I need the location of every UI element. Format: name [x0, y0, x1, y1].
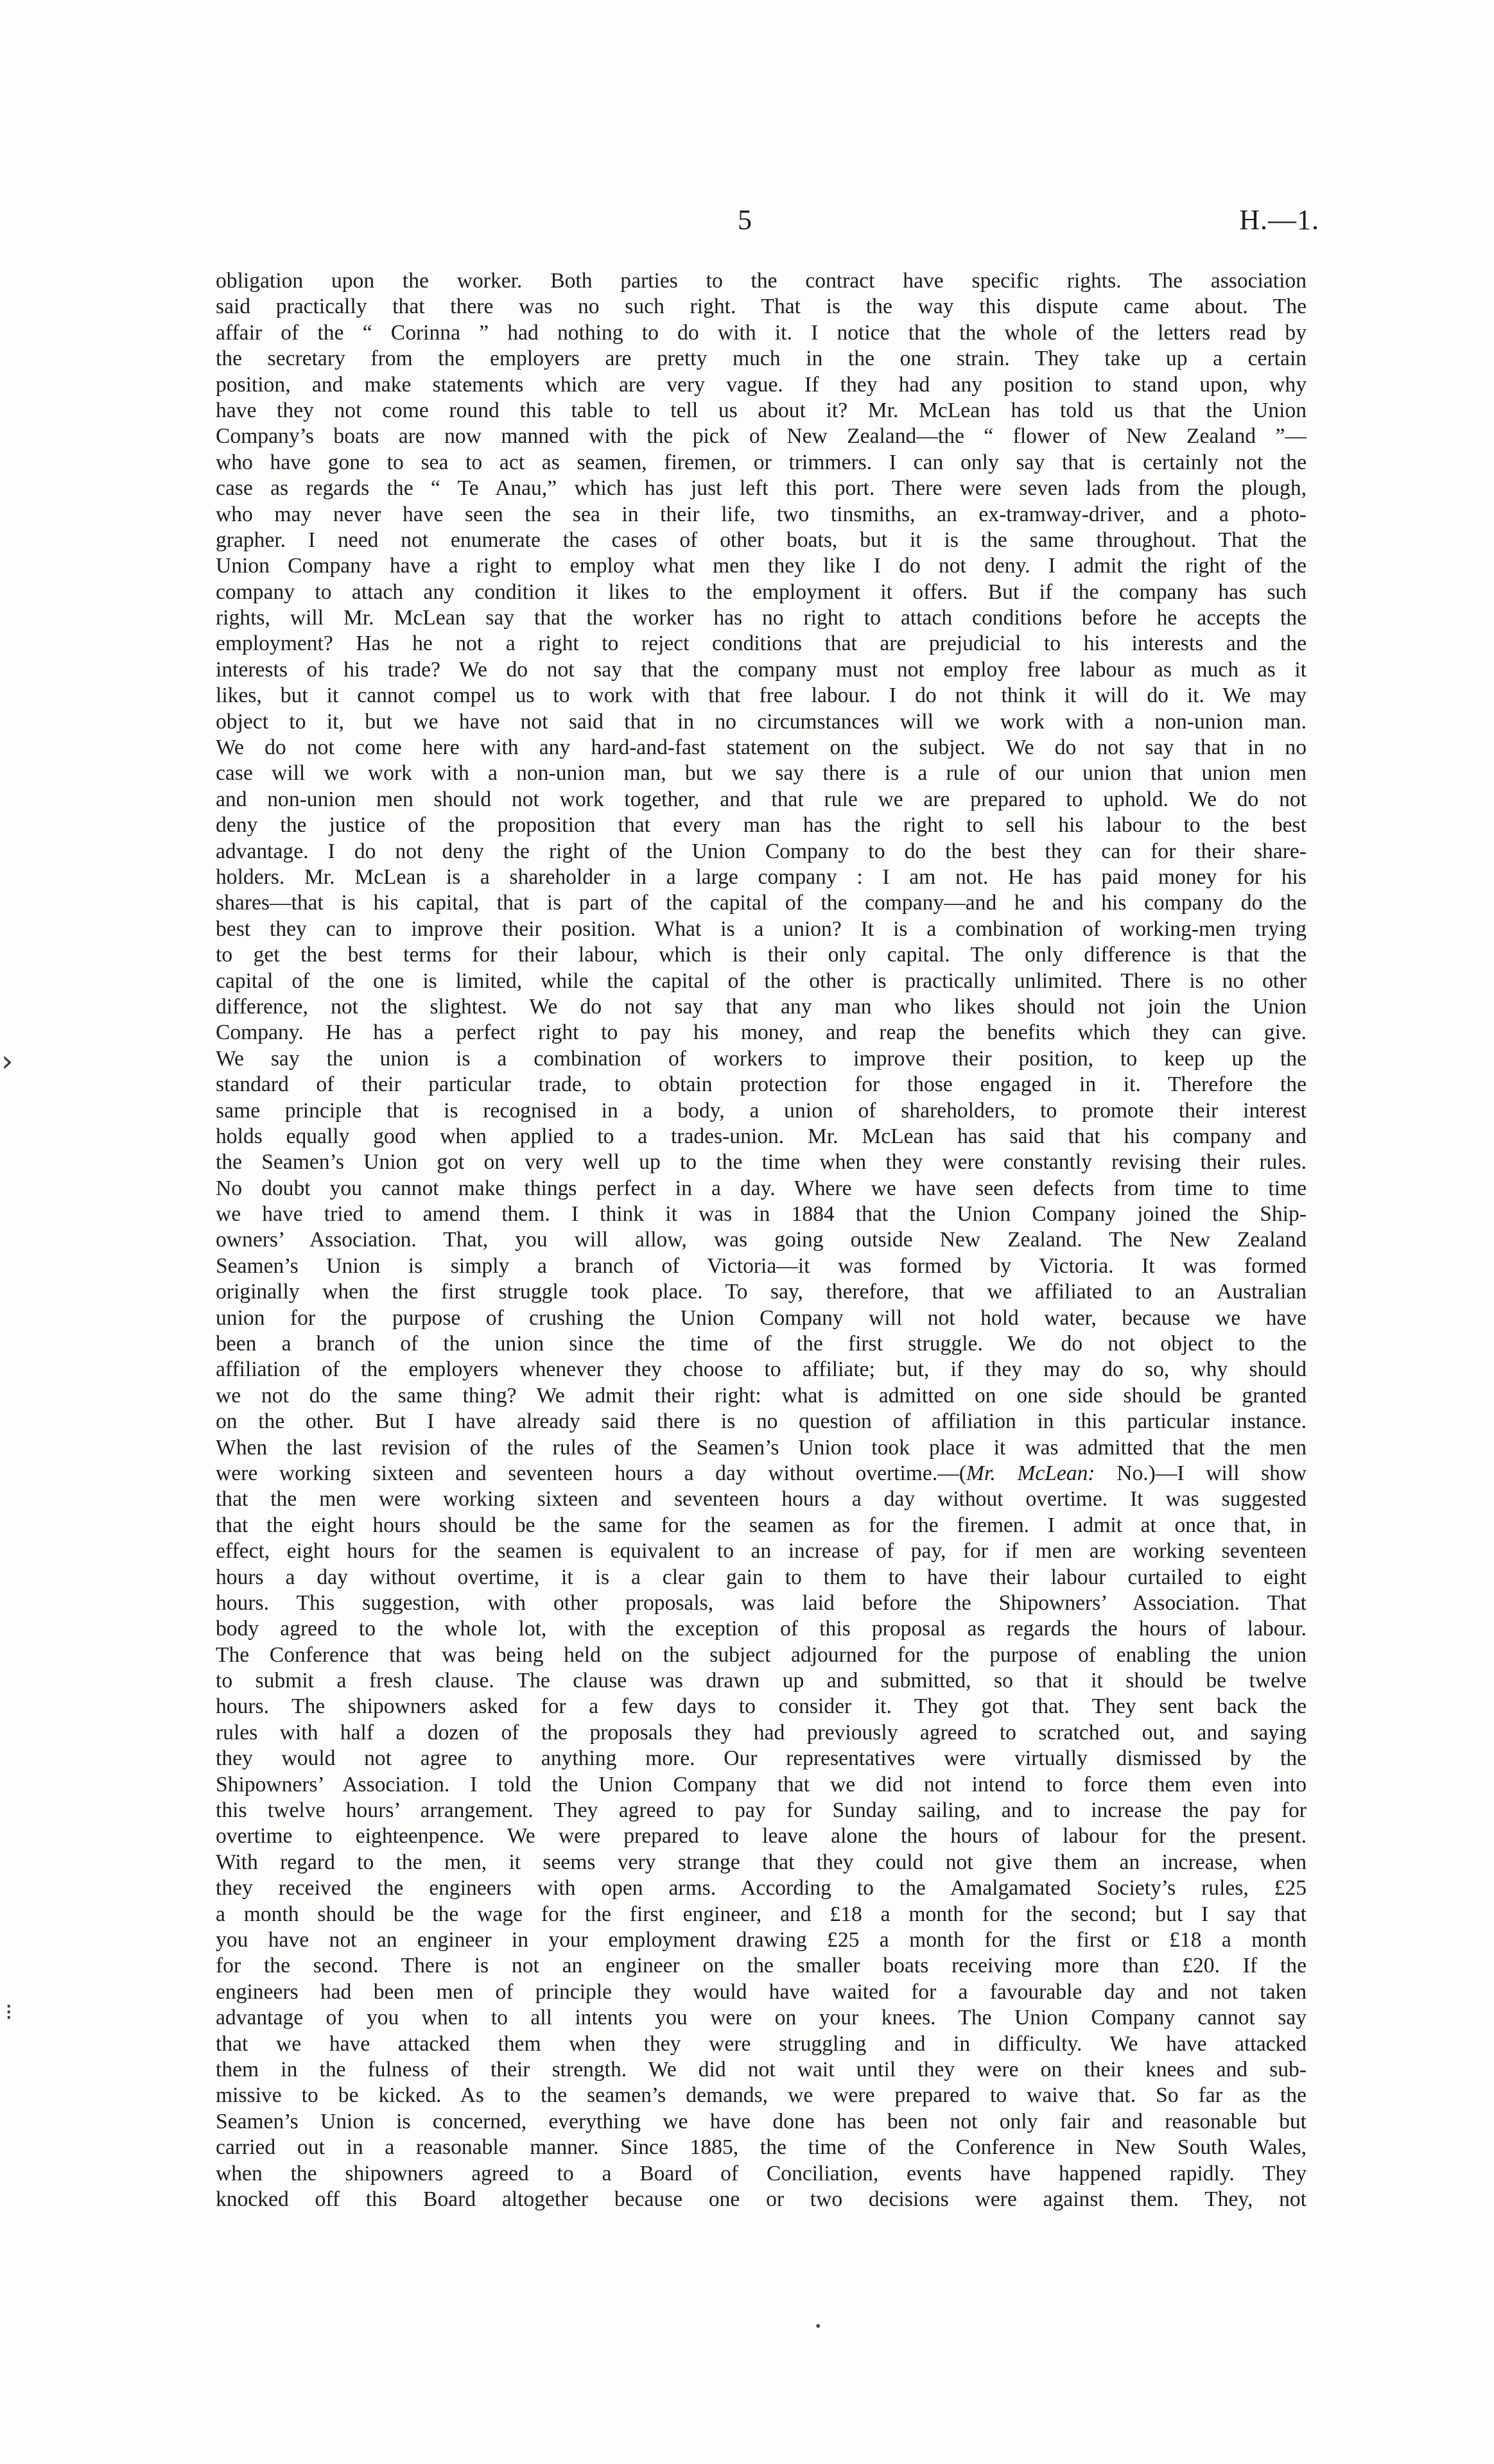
- text-line: that the men were working sixteen and seventeen hours a day without overtime. It was suggested: [216, 1487, 1307, 1512]
- text-line: hours a day without overtime, it is a clear gain to them to have their labour curtailed to eight: [216, 1565, 1307, 1589]
- text-line: We say the union is a combination of workers to improve their position, to keep up the: [216, 1046, 1307, 1071]
- text-line: difference, not the slightest. We do not say that any man who likes should not join the Union: [216, 994, 1307, 1019]
- text-line: the secretary from the employers are pretty much in the one strain. They take up a certain: [216, 347, 1307, 371]
- text-line: and non-union men should not work together, and that rule we are prepared to uphold. We do not: [216, 787, 1307, 811]
- text-line: capital of the one is limited, while the capital of the other is practically unlimited. There is no other: [216, 969, 1307, 993]
- text-line: effect, eight hours for the seamen is equivalent to an increase of pay, for if men are working seventeen: [216, 1539, 1307, 1564]
- text-line: case will we work with a non-union man, but we say there is a rule of our union that union men: [216, 761, 1307, 786]
- text-line: Shipowners’ Association. I told the Union Company that we did not intend to force them even into: [216, 1772, 1307, 1796]
- text-line: Union Company have a right to employ what men they like I do not deny. I admit the right of the: [216, 554, 1307, 578]
- text-line: hours. The shipowners asked for a few days to consider it. They got that. They sent back the: [216, 1694, 1307, 1719]
- text-line: best they can to improve their position. What is a union? It is a combination of working-men trying: [216, 917, 1307, 941]
- text-line: same principle that is recognised in a body, a union of shareholders, to promote their interest: [216, 1098, 1307, 1123]
- text-line: we not do the same thing? We admit their right: what is admitted on one side should be granted: [216, 1383, 1307, 1408]
- footer-dot: •: [815, 2318, 821, 2335]
- text-line: rights, will Mr. McLean say that the worker has no right to attach conditions before he accepts the: [216, 606, 1307, 630]
- text-line: owners’ Association. That, you will allow, was going outside New Zealand. The New Zealand: [216, 1228, 1307, 1252]
- text-line: holds equally good when applied to a trades-union. Mr. McLean has said that his company and: [216, 1124, 1307, 1148]
- text-line: case as regards the “ Te Anau,” which has just left this port. There were seven lads from the plough,: [216, 476, 1307, 501]
- text-line: this twelve hours’ arrangement. They agreed to pay for Sunday sailing, and to increase the pay for: [216, 1798, 1307, 1823]
- text-line: Company’s boats are now manned with the pick of New Zealand—the “ flower of New Zealand ”—: [216, 424, 1307, 449]
- text-line: a month should be the wage for the first engineer, and £18 a month for the second; but I say that: [216, 1902, 1307, 1926]
- margin-dot-mark: ⁝: [5, 1999, 13, 2026]
- margin-arrow-mark: ›: [1, 1044, 13, 1078]
- text-line: standard of their particular trade, to obtain protection for those engaged in it. Therefore the: [216, 1073, 1307, 1097]
- text-line: affair of the “ Corinna ” had nothing to do with it. I notice that the whole of the letters read by: [216, 320, 1307, 345]
- text-line: on the other. But I have already said there is no question of affiliation in this particular instance.: [216, 1409, 1307, 1434]
- text-line: employment? Has he not a right to reject conditions that are prejudicial to his interests and the: [216, 632, 1307, 656]
- text-line: hours. This suggestion, with other proposals, was laid before the Shipowners’ Association. That: [216, 1590, 1307, 1615]
- text-line: been a branch of the union since the time of the first struggle. We do not object to the: [216, 1332, 1307, 1356]
- text-line: likes, but it cannot compel us to work with that free labour. I do not think it will do it. We may: [216, 684, 1307, 708]
- text-line: Seamen’s Union is simply a branch of Victoria—it was formed by Victoria. It was formed: [216, 1254, 1307, 1278]
- text-line: originally when the first struggle took place. To say, therefore, that we affiliated to an Australian: [216, 1280, 1307, 1304]
- text-line: We do not come here with any hard-and-fast statement on the subject. We do not say that in no: [216, 736, 1307, 760]
- text-line: missive to be kicked. As to the seamen’s demands, we were prepared to waive that. So far as the: [216, 2083, 1307, 2108]
- page-number: 5: [738, 204, 752, 236]
- text-line: advantage of you when to all intents you were on your knees. The Union Company cannot say: [216, 2006, 1307, 2030]
- text-line: engineers had been men of principle they would have waited for a favourable day and not taken: [216, 1979, 1307, 2004]
- body-paragraph: [216, 268, 1307, 2212]
- text-line: we have tried to amend them. I think it was in 1884 that the Union Company joined the Ship-: [216, 1202, 1307, 1227]
- text-line: body agreed to the whole lot, with the exception of this proposal as regards the hours of labour.: [216, 1617, 1307, 1641]
- text-line: said practically that there was no such right. That is the way this dispute came about. The: [216, 295, 1307, 319]
- text-line: when the shipowners agreed to a Board of Conciliation, events have happened rapidly. They: [216, 2161, 1307, 2185]
- text-line: carried out in a reasonable manner. Since 1885, the time of the Conference in New South Wales,: [216, 2135, 1307, 2160]
- speaker-attribution: Mr. McLean:: [966, 1461, 1095, 1485]
- document-reference: H.—1.: [1239, 204, 1319, 236]
- text-line: holders. Mr. McLean is a shareholder in a large company : I am not. He has paid money for his: [216, 865, 1307, 889]
- text-line: Seamen’s Union is concerned, everything we have done has been not only fair and reasonable but: [216, 2109, 1307, 2133]
- text-line: that we have attacked them when they were struggling and in difficulty. We have attacked: [216, 2031, 1307, 2056]
- text-line: who have gone to sea to act as seamen, firemen, or trimmers. I can only say that is certainly not the: [216, 450, 1307, 474]
- text-line: have they not come round this table to tell us about it? Mr. McLean has told us that the Union: [216, 398, 1307, 422]
- text-line: were working sixteen and seventeen hours a day without overtime.—(Mr. McLean: No.)—I will show: [216, 1461, 1307, 1485]
- text-line: With regard to the men, it seems very strange that they could not give them an increase, when: [216, 1850, 1307, 1874]
- text-line: for the second. There is not an engineer on the smaller boats receiving more than £20. If the: [216, 1954, 1307, 1978]
- text-line: deny the justice of the proposition that every man has the right to sell his labour to the best: [216, 813, 1307, 838]
- text-line: obligation upon the worker. Both parties to the contract have specific rights. The association: [216, 269, 1307, 293]
- text-line: The Conference that was being held on the subject adjourned for the purpose of enabling the union: [216, 1642, 1307, 1667]
- text-line: you have not an engineer in your employment drawing £25 a month for the first or £18 a month: [216, 1928, 1307, 1952]
- text-line: they would not agree to anything more. Our representatives were virtually dismissed by the: [216, 1746, 1307, 1771]
- text-line: position, and make statements which are very vague. If they had any position to stand upon, why: [216, 372, 1307, 397]
- text-line: that the eight hours should be the same for the seamen as for the firemen. I admit at once that, in: [216, 1513, 1307, 1537]
- text-line: to get the best terms for their labour, which is their only capital. The only difference is that the: [216, 943, 1307, 967]
- text-line: to submit a fresh clause. The clause was drawn up and submitted, so that it should be twelve: [216, 1669, 1307, 1693]
- text-line: grapher. I need not enumerate the cases of other boats, but it is the same throughout. That the: [216, 528, 1307, 552]
- text-line: No doubt you cannot make things perfect in a day. Where we have seen defects from time to time: [216, 1176, 1307, 1200]
- text-line: knocked off this Board altogether because one or two decisions were against them. They, not: [216, 2187, 1307, 2211]
- text-line: rules with half a dozen of the proposals they had previously agreed to scratched out, and saying: [216, 1720, 1307, 1745]
- text-line: advantage. I do not deny the right of the Union Company to do the best they can for their share-: [216, 839, 1307, 863]
- text-line: they received the engineers with open arms. According to the Amalgamated Society’s rules, £25: [216, 1876, 1307, 1900]
- text-line: company to attach any condition it likes to the employment it offers. But if the company has such: [216, 580, 1307, 604]
- text-line: interests of his trade? We do not say that the company must not employ free labour as much as it: [216, 657, 1307, 682]
- text-line: When the last revision of the rules of the Seamen’s Union took place it was admitted that the men: [216, 1435, 1307, 1460]
- text-line: the Seamen’s Union got on very well up to the time when they were constantly revising their rules.: [216, 1150, 1307, 1175]
- text-line: them in the fulness of their strength. We did not wait until they were on their knees and sub-: [216, 2057, 1307, 2081]
- text-line: Company. He has a perfect right to pay his money, and reap the benefits which they can give.: [216, 1021, 1307, 1045]
- text-line: overtime to eighteenpence. We were prepared to leave alone the hours of labour for the present.: [216, 1824, 1307, 1848]
- text-line: affiliation of the employers whenever they choose to affiliate; but, if they may do so, why should: [216, 1357, 1307, 1382]
- text-line: shares—that is his capital, that is part of the capital of the company—and he and his company do the: [216, 891, 1307, 915]
- text-line: who may never have seen the sea in their life, two tinsmiths, an ex-tramway-driver, and a photo-: [216, 502, 1307, 526]
- text-line: object to it, but we have not said that in no circumstances will we work with a non-union man.: [216, 709, 1307, 734]
- text-line: union for the purpose of crushing the Union Company will not hold water, because we have: [216, 1305, 1307, 1330]
